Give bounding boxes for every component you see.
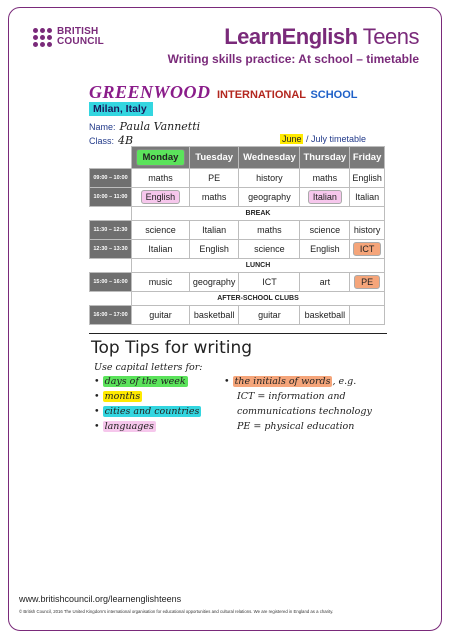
- table-row: [90, 240, 385, 259]
- break-row: [90, 259, 385, 273]
- time-cell: 12:30 – 13:30: [90, 240, 132, 259]
- tips-title: Top Tips for writing: [91, 338, 253, 358]
- highlighted-lesson: ICT: [353, 242, 382, 256]
- footer-copyright: © British Council, 2016 The United Kingdom's international organisation for educational opportunities and cultural relations. We are registered in England as a charity.: [19, 609, 334, 614]
- time-cell: 09:00 – 10:00: [90, 169, 132, 188]
- break-row: [90, 292, 385, 306]
- lesson-cell: [350, 273, 385, 292]
- table-row: [90, 188, 385, 207]
- time-cell: 11:30 – 12:30: [90, 221, 132, 240]
- tip-example: PE = physical education: [237, 421, 355, 432]
- table-row: [90, 221, 385, 240]
- lesson-cell: [132, 188, 190, 207]
- tip-item: • languages: [94, 421, 154, 432]
- lesson-cell: science: [300, 221, 350, 240]
- time-cell: 16:00 – 17:00: [90, 306, 132, 325]
- highlighted-lesson: English: [141, 190, 181, 204]
- day-wednesday: Wednesday: [239, 147, 300, 169]
- lesson-cell: Italian: [132, 240, 190, 259]
- tip-item: • the initials of words , e.g.: [224, 376, 357, 387]
- tip-text: cities and countries: [104, 406, 200, 417]
- logo-dots-icon: [33, 28, 52, 47]
- lesson-cell: geography: [189, 273, 239, 292]
- month-rest: / July timetable: [303, 134, 366, 144]
- logo-line1: BRITISH: [57, 26, 99, 37]
- tips-intro: Use capital letters for:: [94, 362, 203, 373]
- name-value: Paula Vannetti: [119, 120, 201, 133]
- lesson-cell: English: [189, 240, 239, 259]
- lesson-cell: geography: [239, 188, 300, 207]
- highlighted-lesson: PE: [354, 275, 380, 289]
- break-label: BREAK: [132, 207, 385, 221]
- tip-text: the initials of words: [234, 376, 331, 387]
- lesson-cell: music: [132, 273, 190, 292]
- title-light: Teens: [357, 24, 419, 49]
- table-row: [90, 273, 385, 292]
- tip-text: months: [104, 391, 141, 402]
- tip-item: • months: [94, 391, 141, 402]
- lesson-cell: [350, 306, 385, 325]
- day-friday: Friday: [350, 147, 385, 169]
- lesson-cell: science: [239, 240, 300, 259]
- lesson-cell: basketball: [189, 306, 239, 325]
- school-word: SCHOOL: [310, 89, 358, 101]
- footer-url[interactable]: www.britishcouncil.org/learnenglishteens: [19, 594, 182, 604]
- page-frame: [8, 7, 442, 631]
- lesson-cell: ICT: [239, 273, 300, 292]
- learnenglish-title: [224, 24, 419, 50]
- lesson-cell: Italian: [189, 221, 239, 240]
- lesson-cell: guitar: [132, 306, 190, 325]
- lunch-label: LUNCH: [132, 259, 385, 273]
- time-cell: 10:00 – 11:00: [90, 188, 132, 207]
- worksheet-subtitle: Writing skills practice: At school – timetable: [167, 52, 419, 66]
- class-value: 4B: [118, 134, 134, 147]
- lesson-cell: art: [300, 273, 350, 292]
- logo-line2: COUNCIL: [57, 36, 104, 47]
- tip-item: • days of the week: [94, 376, 186, 387]
- tip-text: days of the week: [104, 376, 186, 387]
- table-row: [90, 306, 385, 325]
- lesson-cell: English: [350, 169, 385, 188]
- lesson-cell: [300, 188, 350, 207]
- lesson-cell: basketball: [300, 306, 350, 325]
- name-row: [89, 120, 200, 133]
- lesson-cell: history: [239, 169, 300, 188]
- day-monday: [132, 147, 190, 169]
- tip-text: languages: [104, 421, 154, 432]
- lesson-cell: science: [132, 221, 190, 240]
- clubs-label: AFTER-SCHOOL CLUBS: [132, 292, 385, 306]
- tip-example: communications technology: [237, 406, 372, 417]
- day-monday-label: Monday: [136, 149, 186, 166]
- city-label: Milan, Italy: [89, 102, 153, 116]
- break-row: [90, 207, 385, 221]
- school-name: [89, 82, 358, 103]
- school-international: INTERNATIONAL: [216, 89, 306, 101]
- name-label: Name:: [89, 122, 116, 132]
- school-greenwood: GREENWOOD: [89, 82, 211, 102]
- class-label: Class:: [89, 136, 115, 146]
- tip-item: • cities and countries: [94, 406, 200, 417]
- timetable: [89, 146, 385, 325]
- table-row: [90, 169, 385, 188]
- lesson-cell: [350, 240, 385, 259]
- month-june: June: [281, 134, 302, 144]
- lesson-cell: history: [350, 221, 385, 240]
- tip-suffix: , e.g.: [332, 376, 357, 387]
- time-cell: 15:00 – 16:00: [90, 273, 132, 292]
- month-label: [280, 134, 366, 144]
- day-tuesday: Tuesday: [189, 147, 239, 169]
- lesson-cell: maths: [132, 169, 190, 188]
- british-council-logo: [33, 27, 104, 47]
- lesson-cell: maths: [239, 221, 300, 240]
- lesson-cell: English: [300, 240, 350, 259]
- timetable-header-row: [90, 147, 385, 169]
- lesson-cell: guitar: [239, 306, 300, 325]
- day-thursday: Thursday: [300, 147, 350, 169]
- tip-example: ICT = information and: [237, 391, 346, 402]
- lesson-cell: maths: [189, 188, 239, 207]
- lesson-cell: Italian: [350, 188, 385, 207]
- title-bold: LearnEnglish: [224, 24, 358, 49]
- highlighted-lesson: Italian: [308, 190, 342, 204]
- corner-cell: [90, 147, 132, 169]
- divider: [89, 333, 387, 334]
- lesson-cell: maths: [300, 169, 350, 188]
- lesson-cell: PE: [189, 169, 239, 188]
